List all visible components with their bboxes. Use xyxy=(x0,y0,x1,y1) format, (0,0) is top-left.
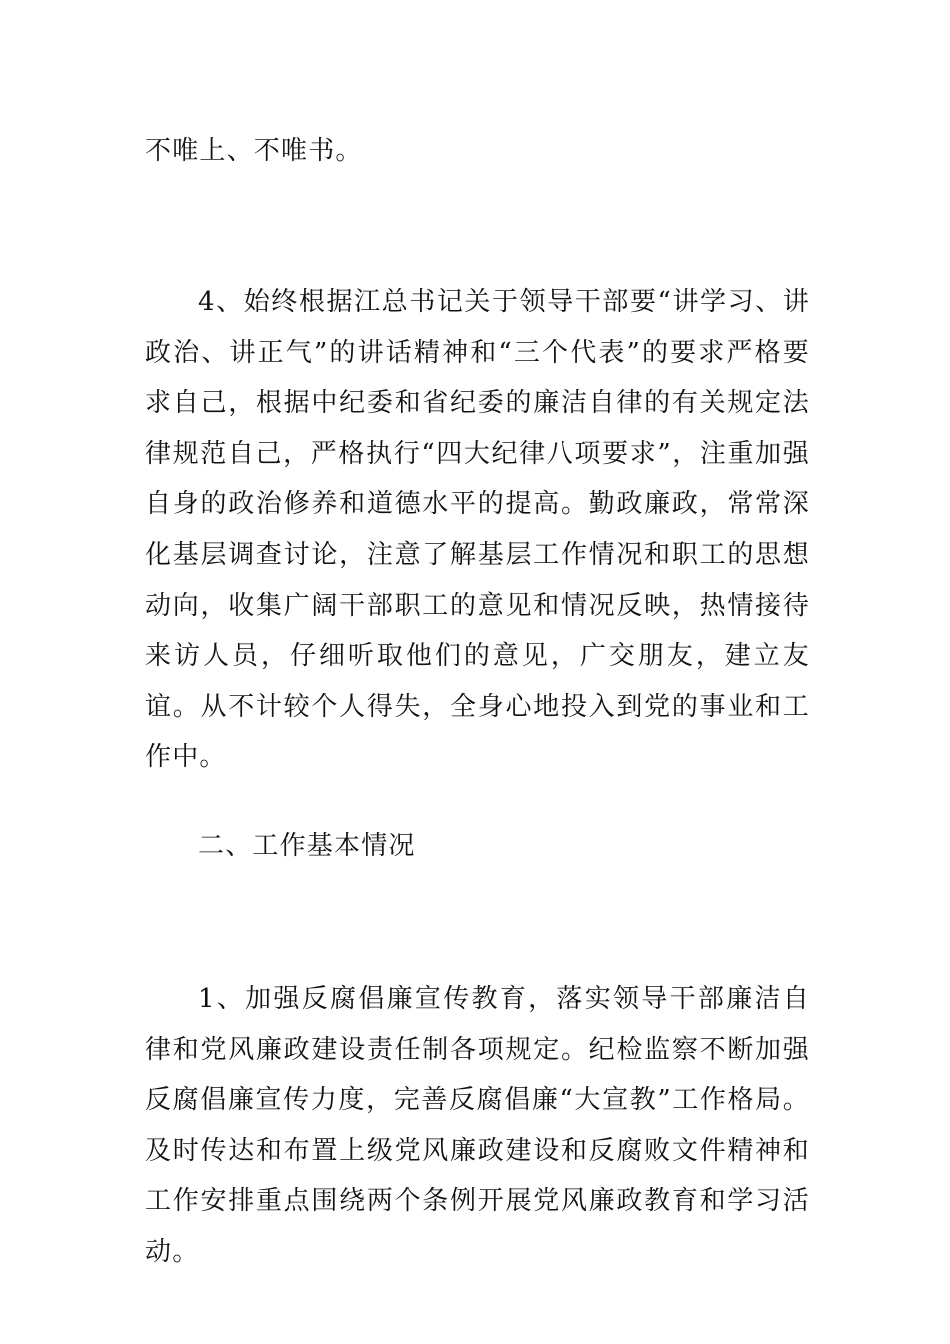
item-1-paragraph: 1、加强反腐倡廉宣传教育，落实领导干部廉洁自律和党风廉政建设责任制各项规定。纪检监察不断加强反腐倡廉宣传力度，完善反腐倡廉“大宣教”工作格局。及时传达和布置上级党风廉政建设和反腐败文件精神和工作安排重点围绕两个条例开展党风廉政教育和学习活动。 xyxy=(145,984,810,1267)
section-heading: 二、工作基本情况 xyxy=(198,831,416,861)
item-4-paragraph: 4、始终根据江总书记关于领导干部要“讲学习、讲政治、讲正气”的讲话精神和“三个代表”的要求严格要求自己，根据中纪委和省纪委的廉洁自律的有关规定法律规范自己，严格执行“四大纪律八项要求”，注重加强自身的政治修养和道德水平的提高。勤政廉政，常常深化基层调查讨论，注意了解基层工作情况和职工的思想动向，收集广阔干部职工的意见和情况反映，热情接待来访人员，仔细听取他们的意见，广交朋友，建立友谊。从不计较个人得失，全身心地投入到党的事业和工作中。 xyxy=(145,287,810,773)
continuation-paragraph: 不唯上、不唯书。 xyxy=(145,136,363,166)
